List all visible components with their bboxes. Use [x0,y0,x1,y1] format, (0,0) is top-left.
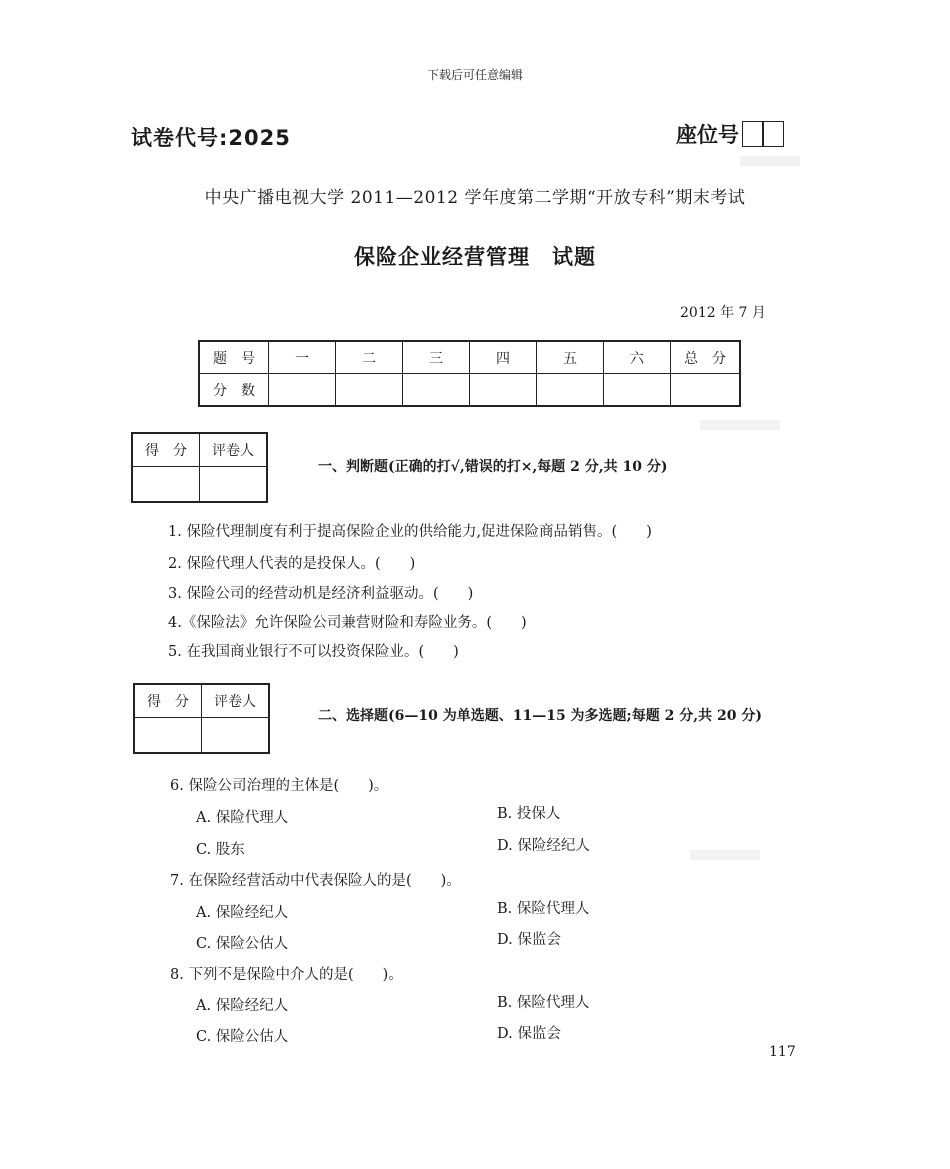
seat-box [762,121,784,147]
option-d: D. 保监会 [497,1026,561,1042]
score-table-score-row [199,374,740,407]
grader-cell[interactable] [202,718,270,754]
option-a: A. 保险经纪人 [196,905,289,921]
score-cell[interactable] [134,718,202,754]
exam-date: 2012 年 7 月 [680,305,766,321]
option-d: D. 保险经纪人 [497,838,590,854]
question-4: 4.《保险法》允许保险公司兼营财险和寿险业务。( ) [168,615,527,631]
option-b: B. 保险代理人 [497,901,590,917]
seat-number [676,119,784,149]
score-cell[interactable] [604,374,671,407]
score-cell[interactable] [132,467,200,503]
table-cell: 五 [537,341,604,374]
question-7: 7. 在保险经营活动中代表保险人的是( )。 [170,873,461,889]
paper-code: 试卷代号:2025 [131,126,291,150]
score-cell[interactable] [470,374,537,407]
grader-box [131,432,268,503]
table-cell: 四 [470,341,537,374]
table-cell: 题 号 [199,341,269,374]
seat-box [742,121,764,147]
table-cell: 一 [269,341,336,374]
question-6: 6. 保险公司治理的主体是( )。 [170,778,389,794]
table-cell: 二 [336,341,403,374]
table-cell: 总 分 [671,341,741,374]
grader-cell[interactable] [200,467,268,503]
option-d: D. 保监会 [497,932,561,948]
score-table-header-row [199,341,740,374]
question-3: 3. 保险公司的经营动机是经济利益驱动。( ) [168,586,474,602]
question-5: 5. 在我国商业银行不可以投资保险业。( ) [168,644,459,660]
grader-label: 评卷人 [202,684,270,718]
bleed-through-mark [700,420,780,430]
score-cell[interactable] [537,374,604,407]
score-cell[interactable] [403,374,470,407]
grader-label: 评卷人 [200,433,268,467]
score-cell[interactable] [336,374,403,407]
option-c: C. 保险公估人 [196,1029,289,1045]
question-8: 8. 下列不是保险中介人的是( )。 [170,967,403,983]
section-1-title: 一、判断题(正确的打√,错误的打×,每题 2 分,共 10 分) [318,459,668,475]
option-a: A. 保险经纪人 [196,998,289,1014]
option-c: C. 股东 [196,842,245,858]
table-cell: 三 [403,341,470,374]
section-2-title: 二、选择题(6—10 为单选题、11—15 为多选题;每题 2 分,共 20 分) [318,708,762,724]
table-cell: 六 [604,341,671,374]
option-a: A. 保险代理人 [196,810,289,826]
score-label: 得 分 [134,684,202,718]
question-2: 2. 保险代理人代表的是投保人。( ) [168,556,416,572]
option-b: B. 投保人 [497,806,561,822]
exam-title: 保险企业经营管理 试题 [354,244,596,269]
option-b: B. 保险代理人 [497,995,590,1011]
bleed-through-mark [690,850,760,860]
grader-box [133,683,270,754]
option-c: C. 保险公估人 [196,936,289,952]
question-1: 1. 保险代理制度有利于提高保险企业的供给能力,促进保险商品销售。( ) [168,524,652,540]
score-table [198,340,741,407]
table-cell: 分 数 [199,374,269,407]
seat-label: 座位号 [676,123,739,147]
page-number: 117 [769,1044,796,1060]
university-title: 中央广播电视大学 2011—2012 学年度第二学期“开放专科”期末考试 [204,188,746,208]
bleed-through-mark [740,156,800,166]
score-cell[interactable] [269,374,336,407]
download-note: 下载后可任意编辑 [426,68,523,82]
score-label: 得 分 [132,433,200,467]
score-cell[interactable] [671,374,741,407]
